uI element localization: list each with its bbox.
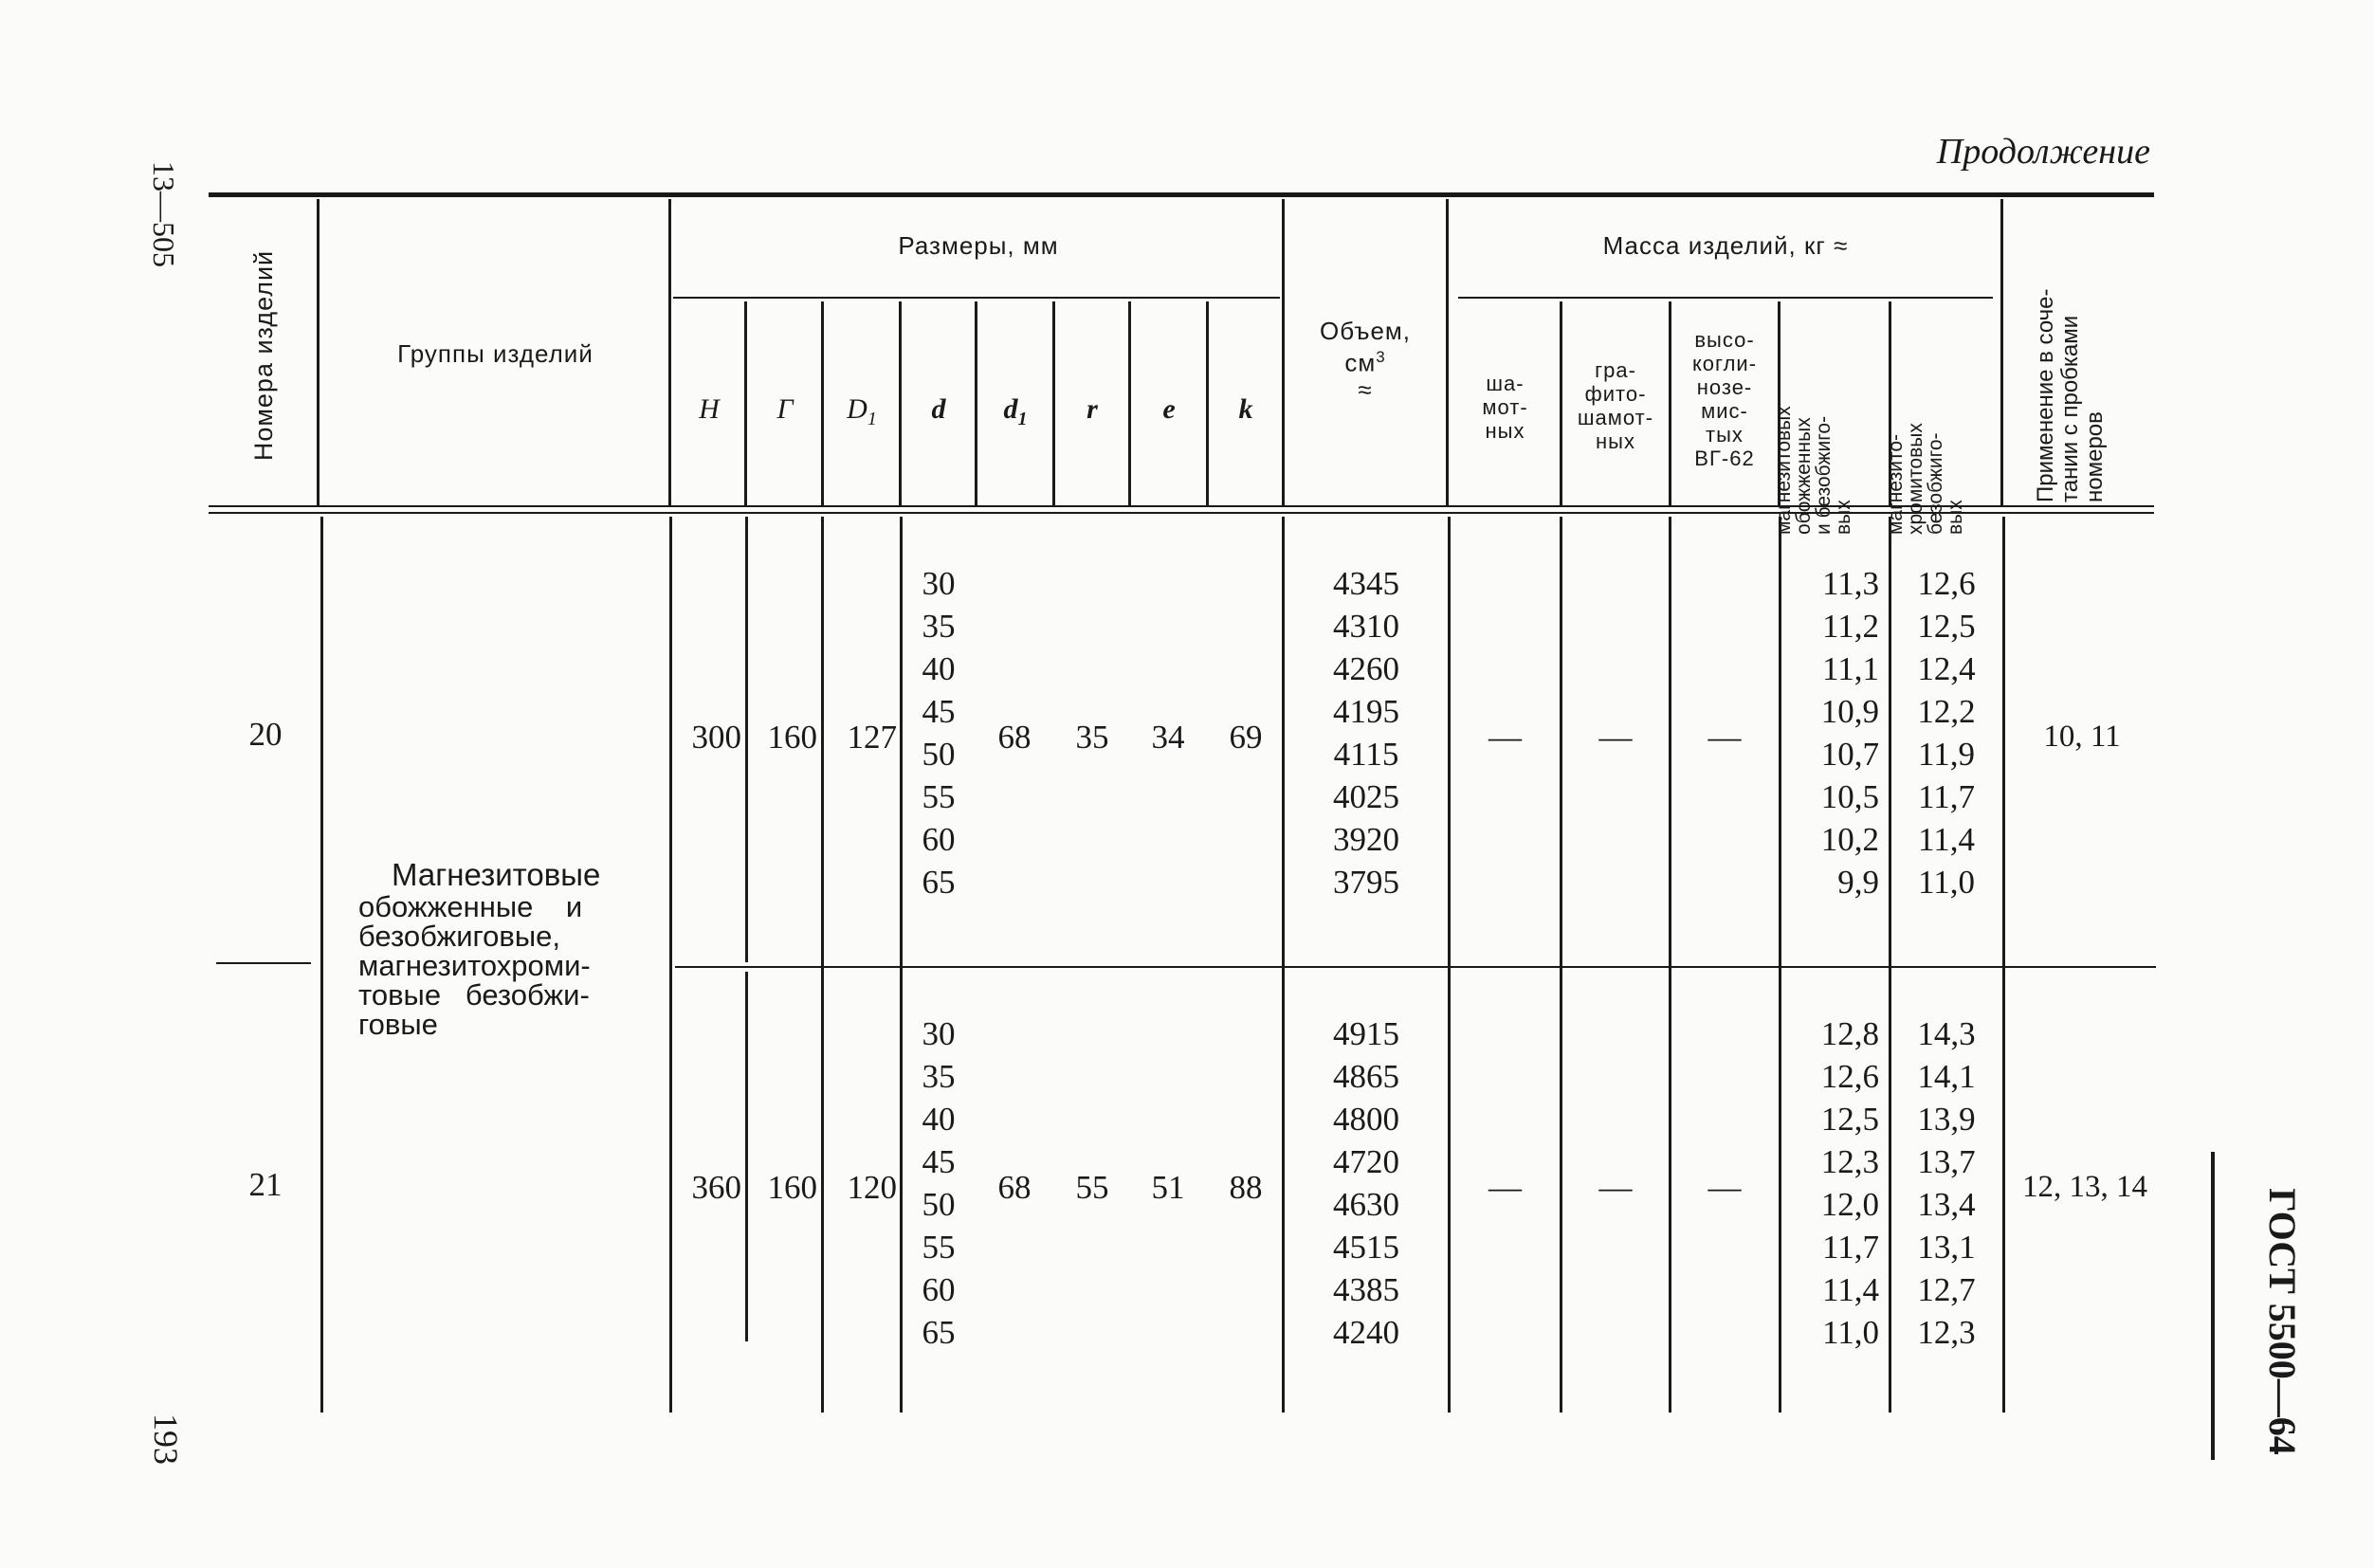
cell-d1: 68 [997,1169,1032,1206]
body-vline-e [821,517,824,1413]
header-mass-vg62: высо- когли- нозе- мис- тых ВГ-62 [1691,328,1758,470]
header-mass-magnesite-chromite: магнезито- хромитовых безобжиго- вых [1885,423,1966,535]
group-line-6: говые [358,1008,438,1041]
cell-e: 34 [1151,719,1185,756]
vline-a [317,199,320,507]
cell-shamot: — [1488,1169,1522,1206]
cell-volume-list [1286,1012,1447,1354]
cell-d: 35 [922,1058,956,1095]
cell-d: 60 [922,821,956,858]
cell-k: 88 [1229,1169,1263,1206]
cell-volume: 4630 [1333,1186,1399,1223]
cell-magnesite: 9,9 [1837,864,1879,901]
body-vline-d [745,972,748,1341]
vline-h [899,301,902,507]
cell-k: 69 [1229,719,1263,756]
cell-d: 30 [922,1015,956,1052]
body-vline-g [1282,517,1285,1413]
cell-volume: 4240 [1333,1314,1399,1351]
header-dims-title: Размеры, мм [898,231,1059,260]
vline-b [668,199,671,507]
group-name [358,858,638,1039]
cell-volume: 4865 [1333,1058,1399,1095]
header-dim-d: d [931,393,946,425]
header-dim-H: H [699,393,720,425]
cell-d: 30 [922,565,956,602]
cell-magnesite-chromite: 12,7 [1917,1271,1976,1308]
body-vline-k [1779,517,1781,1413]
cell-shamot: — [1488,719,1522,756]
cell-d1: 68 [997,719,1032,756]
header-dim-e: e [1162,393,1176,425]
cell-magnesite: 11,0 [1822,1314,1879,1351]
cell-d: 65 [922,864,956,901]
cell-magnesite-list [1782,1012,1879,1354]
group-line-2: обожженные и [358,890,583,923]
body-vline-i [1560,517,1562,1413]
cell-magnesite: 12,8 [1820,1015,1879,1052]
cell-magnesite-chromite-list [1892,1012,2000,1354]
cell-d: 50 [922,736,956,773]
side-code: 13—505 [147,161,181,267]
cell-magnesite-chromite: 11,4 [1918,821,1975,858]
header-dim-d1-base: d [1003,393,1018,425]
cell-volume: 4195 [1333,693,1399,730]
header-volume-sup: 3 [1376,348,1386,366]
standard-rule [2211,1152,2215,1460]
header-mass-magnesite: магнезитовых обожженных и безобжиго- вых [1773,406,1854,535]
group-line-1: Магнезитовые [392,857,601,892]
vline-i [975,301,977,507]
cell-magnesite: 11,4 [1822,1271,1879,1308]
cell-magnesite: 12,6 [1820,1058,1879,1095]
cell-magnesite-chromite: 12,4 [1917,650,1976,687]
cell-D1: 127 [847,719,897,756]
cell-d: 45 [922,1143,956,1180]
body-vline-l [1889,517,1891,1413]
cell-G: 160 [767,719,817,756]
body-vline-j [1669,517,1671,1413]
row-number: 21 [248,1166,283,1203]
cell-volume: 4260 [1333,650,1399,687]
vline-k [1128,301,1131,507]
cell-magnesite-chromite: 11,0 [1918,864,1975,901]
cell-H: 300 [691,719,741,756]
standard-label: ГОСТ 5500—64 [2261,1188,2304,1455]
body-vline-a [320,517,323,1413]
cell-volume: 4515 [1333,1229,1399,1266]
cell-d: 35 [922,608,956,645]
group-line-3: безобжиговые, [358,920,561,953]
cell-application: 12, 13, 14 [2022,1170,2147,1204]
cell-magnesite-chromite: 11,9 [1918,736,1975,773]
cell-volume: 4720 [1333,1143,1399,1180]
cell-d: 45 [922,693,956,730]
cell-graphite: — [1598,1169,1633,1206]
cell-magnesite-chromite: 14,3 [1917,1015,1976,1052]
cell-magnesite-chromite: 11,7 [1918,778,1975,815]
cell-D1: 120 [847,1169,897,1206]
cell-volume: 4025 [1333,778,1399,815]
cell-magnesite-chromite: 14,1 [1917,1058,1976,1095]
cell-magnesite: 10,2 [1820,821,1879,858]
cell-magnesite: 12,3 [1820,1143,1879,1180]
cell-d: 55 [922,778,956,815]
cell-d-list [903,1012,975,1354]
cell-volume-list [1286,562,1447,903]
cell-application: 10, 11 [2043,720,2121,754]
header-mass-graphite: гра- фито- шамот- ных [1577,358,1654,453]
cell-magnesite-list [1782,562,1879,903]
cell-volume: 3795 [1333,864,1399,901]
header-volume-label: Объем, [1319,317,1412,345]
cell-magnesite: 11,2 [1822,608,1879,645]
vline-e [2000,199,2003,507]
cell-volume: 4310 [1333,608,1399,645]
body-vline-c [745,517,748,962]
cell-volume: 4345 [1333,565,1399,602]
header-dim-D1-base: D [847,393,867,425]
cell-d: 60 [922,1271,956,1308]
vline-c [1282,199,1285,507]
body-vline-b [669,517,672,1413]
body-vline-h [1448,517,1451,1413]
page-number: 193 [147,1413,185,1465]
group-line-5: товые безобжи- [358,978,590,1012]
header-dim-d1-sub: 1 [1017,409,1028,429]
cell-magnesite: 11,7 [1822,1229,1879,1266]
cell-magnesite-chromite-list [1892,562,2000,903]
cell-magnesite-chromite: 12,2 [1917,693,1976,730]
cell-graphite: — [1598,719,1633,756]
header-number-col: Номера изделий [249,249,278,462]
cell-magnesite: 11,3 [1822,565,1879,602]
header-dim-d1 [978,393,1052,430]
header-dim-r: r [1087,393,1098,425]
row-number: 20 [248,716,283,753]
cell-magnesite: 12,5 [1820,1101,1879,1138]
mass-header-rule [1458,297,1993,299]
cell-d: 40 [922,1101,956,1138]
dims-header-rule [673,297,1280,299]
continuation-label: Продолжение [1936,132,2150,172]
cell-d: 50 [922,1186,956,1223]
header-dim-k: k [1238,393,1253,425]
header-volume-approx: ≈ [1358,374,1373,404]
row-separator-left [216,962,311,964]
header-volume-unit-line [1286,344,1445,376]
cell-d: 40 [922,650,956,687]
body-vline-m [2002,517,2005,1413]
cell-r: 55 [1075,1169,1109,1206]
cell-magnesite-chromite: 13,7 [1917,1143,1976,1180]
row-separator [675,966,2156,968]
cell-G: 160 [767,1169,817,1206]
cell-volume: 4385 [1333,1271,1399,1308]
cell-H: 360 [691,1169,741,1206]
cell-volume: 3920 [1333,821,1399,858]
header-group-col: Группы изделий [397,339,594,368]
header-dim-D1 [825,393,899,430]
header-mass-title: Масса изделий, кг ≈ [1602,231,1849,260]
cell-d: 65 [922,1314,956,1351]
vline-d [1446,199,1449,507]
cell-d-list [903,562,975,903]
header-dim-D1-sub: 1 [867,409,877,429]
vline-g [821,301,824,507]
cell-vg62: — [1707,719,1742,756]
cell-magnesite: 12,0 [1820,1186,1879,1223]
cell-magnesite: 10,7 [1820,736,1879,773]
cell-magnesite-chromite: 13,9 [1917,1101,1976,1138]
cell-magnesite-chromite: 13,4 [1917,1186,1976,1223]
cell-d: 55 [922,1229,956,1266]
cell-r: 35 [1075,719,1109,756]
header-dim-G: Г [776,393,794,425]
header-application: Применение в соче- тании с пробками номеров [2033,288,2108,502]
cell-volume: 4800 [1333,1101,1399,1138]
vline-j [1052,301,1055,507]
cell-volume: 4915 [1333,1015,1399,1052]
cell-e: 51 [1151,1169,1185,1206]
cell-magnesite: 10,5 [1820,778,1879,815]
cell-vg62: — [1707,1169,1742,1206]
cell-magnesite-chromite: 12,6 [1917,565,1976,602]
cell-magnesite-chromite: 12,3 [1917,1314,1976,1351]
header-mass-shamot: ша- мот- ных [1482,372,1528,443]
cell-magnesite-chromite: 13,1 [1917,1229,1976,1266]
table-top-rule [209,192,2154,197]
cell-volume: 4115 [1333,736,1399,773]
group-line-4: магнезитохроми- [358,949,591,982]
header-volume-unit: см [1344,348,1377,377]
cell-magnesite: 11,1 [1822,650,1879,687]
cell-magnesite: 10,9 [1820,693,1879,730]
header-volume [1286,318,1445,403]
vline-l [1206,301,1209,507]
cell-magnesite-chromite: 12,5 [1917,608,1976,645]
